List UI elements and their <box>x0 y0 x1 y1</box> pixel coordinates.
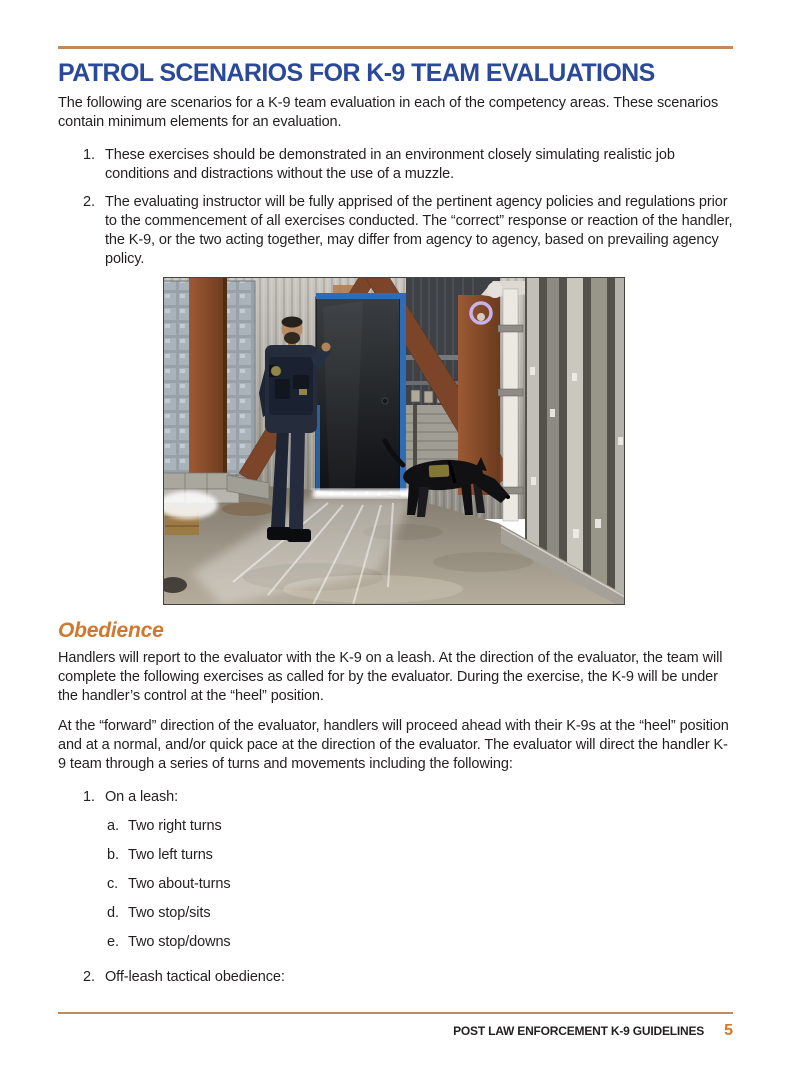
obedience-paragraph-2: At the “forward” direction of the evaluator, handlers will proceed ahead with their K-9s at the “heel” position and at a normal, and/or quick pace at the direction of the evaluator. The evaluator will direct the handler K-9 team through a series of turns and movements including the following: <box>58 718 729 772</box>
sub-list-item <box>58 904 733 923</box>
obedience-paragraph-1: Handlers will report to the evaluator with the K-9 on a leash. At the direction of the evaluator, the team will complete the following exercises as called for by the evaluator. During the exercise, the K-9 will be under the handler’s control at the “heel” position. <box>58 650 723 704</box>
sub-list-letter: e. <box>107 934 119 950</box>
list-item <box>58 968 733 987</box>
page-title: PATROL SCENARIOS FOR K-9 TEAM EVALUATIONS <box>58 59 655 87</box>
list-item <box>58 788 733 807</box>
sub-list-text: Two stop/downs <box>128 934 231 950</box>
top-divider <box>58 46 733 49</box>
sub-list-text: Two right turns <box>128 818 222 834</box>
list-item-text: These exercises should be demonstrated in an environment closely simulating realistic job conditions and distractions without the use of a muzzle. <box>105 147 675 182</box>
sub-list-item <box>58 817 733 836</box>
list-item-text: Off-leash tactical obedience: <box>105 969 285 985</box>
sub-list-letter: c. <box>107 876 119 892</box>
list-item <box>58 146 733 184</box>
sub-list-text: Two about-turns <box>128 876 231 892</box>
page-footer <box>58 1012 733 1040</box>
list-item-number: 1. <box>83 147 95 163</box>
obedience-heading: Obedience <box>58 619 164 642</box>
sub-list-letter: d. <box>107 905 119 921</box>
list-item <box>58 193 733 269</box>
sub-list-item <box>58 875 733 894</box>
list-item-number: 2. <box>83 194 95 210</box>
k9-team-photo <box>163 277 625 605</box>
list-item-number: 2. <box>83 969 95 985</box>
list-item-text: On a leash: <box>105 789 179 805</box>
photo-dog-harness <box>429 464 450 477</box>
sub-list-item <box>58 933 733 952</box>
page-number: 5 <box>724 1022 733 1039</box>
sub-list-item <box>58 846 733 865</box>
footer-title: POST LAW ENFORCEMENT K-9 GUIDELINES <box>453 1024 705 1038</box>
sub-list-text: Two left turns <box>128 847 213 863</box>
intro-paragraph: The following are scenarios for a K-9 team evaluation in each of the competency areas. These scenarios contain minimum elements for an evaluation. <box>58 95 719 130</box>
footer-divider <box>58 1012 733 1014</box>
document-page <box>0 46 791 987</box>
sub-list-letter: a. <box>107 818 119 834</box>
photo-door <box>316 293 406 497</box>
sub-list-letter: b. <box>107 847 119 863</box>
photo-shoulder-patch <box>271 366 281 376</box>
list-item-text: The evaluating instructor will be fully apprised of the pertinent agency policies and regulations prior to the commencement of all exercises conducted. The “correct” response or reaction of the handler, the K-9, or the two acting together, may differ from agency to agency, based on prevailing agency policy. <box>105 194 733 267</box>
sub-list-text: Two stop/sits <box>128 905 211 921</box>
list-item-number: 1. <box>83 789 95 805</box>
